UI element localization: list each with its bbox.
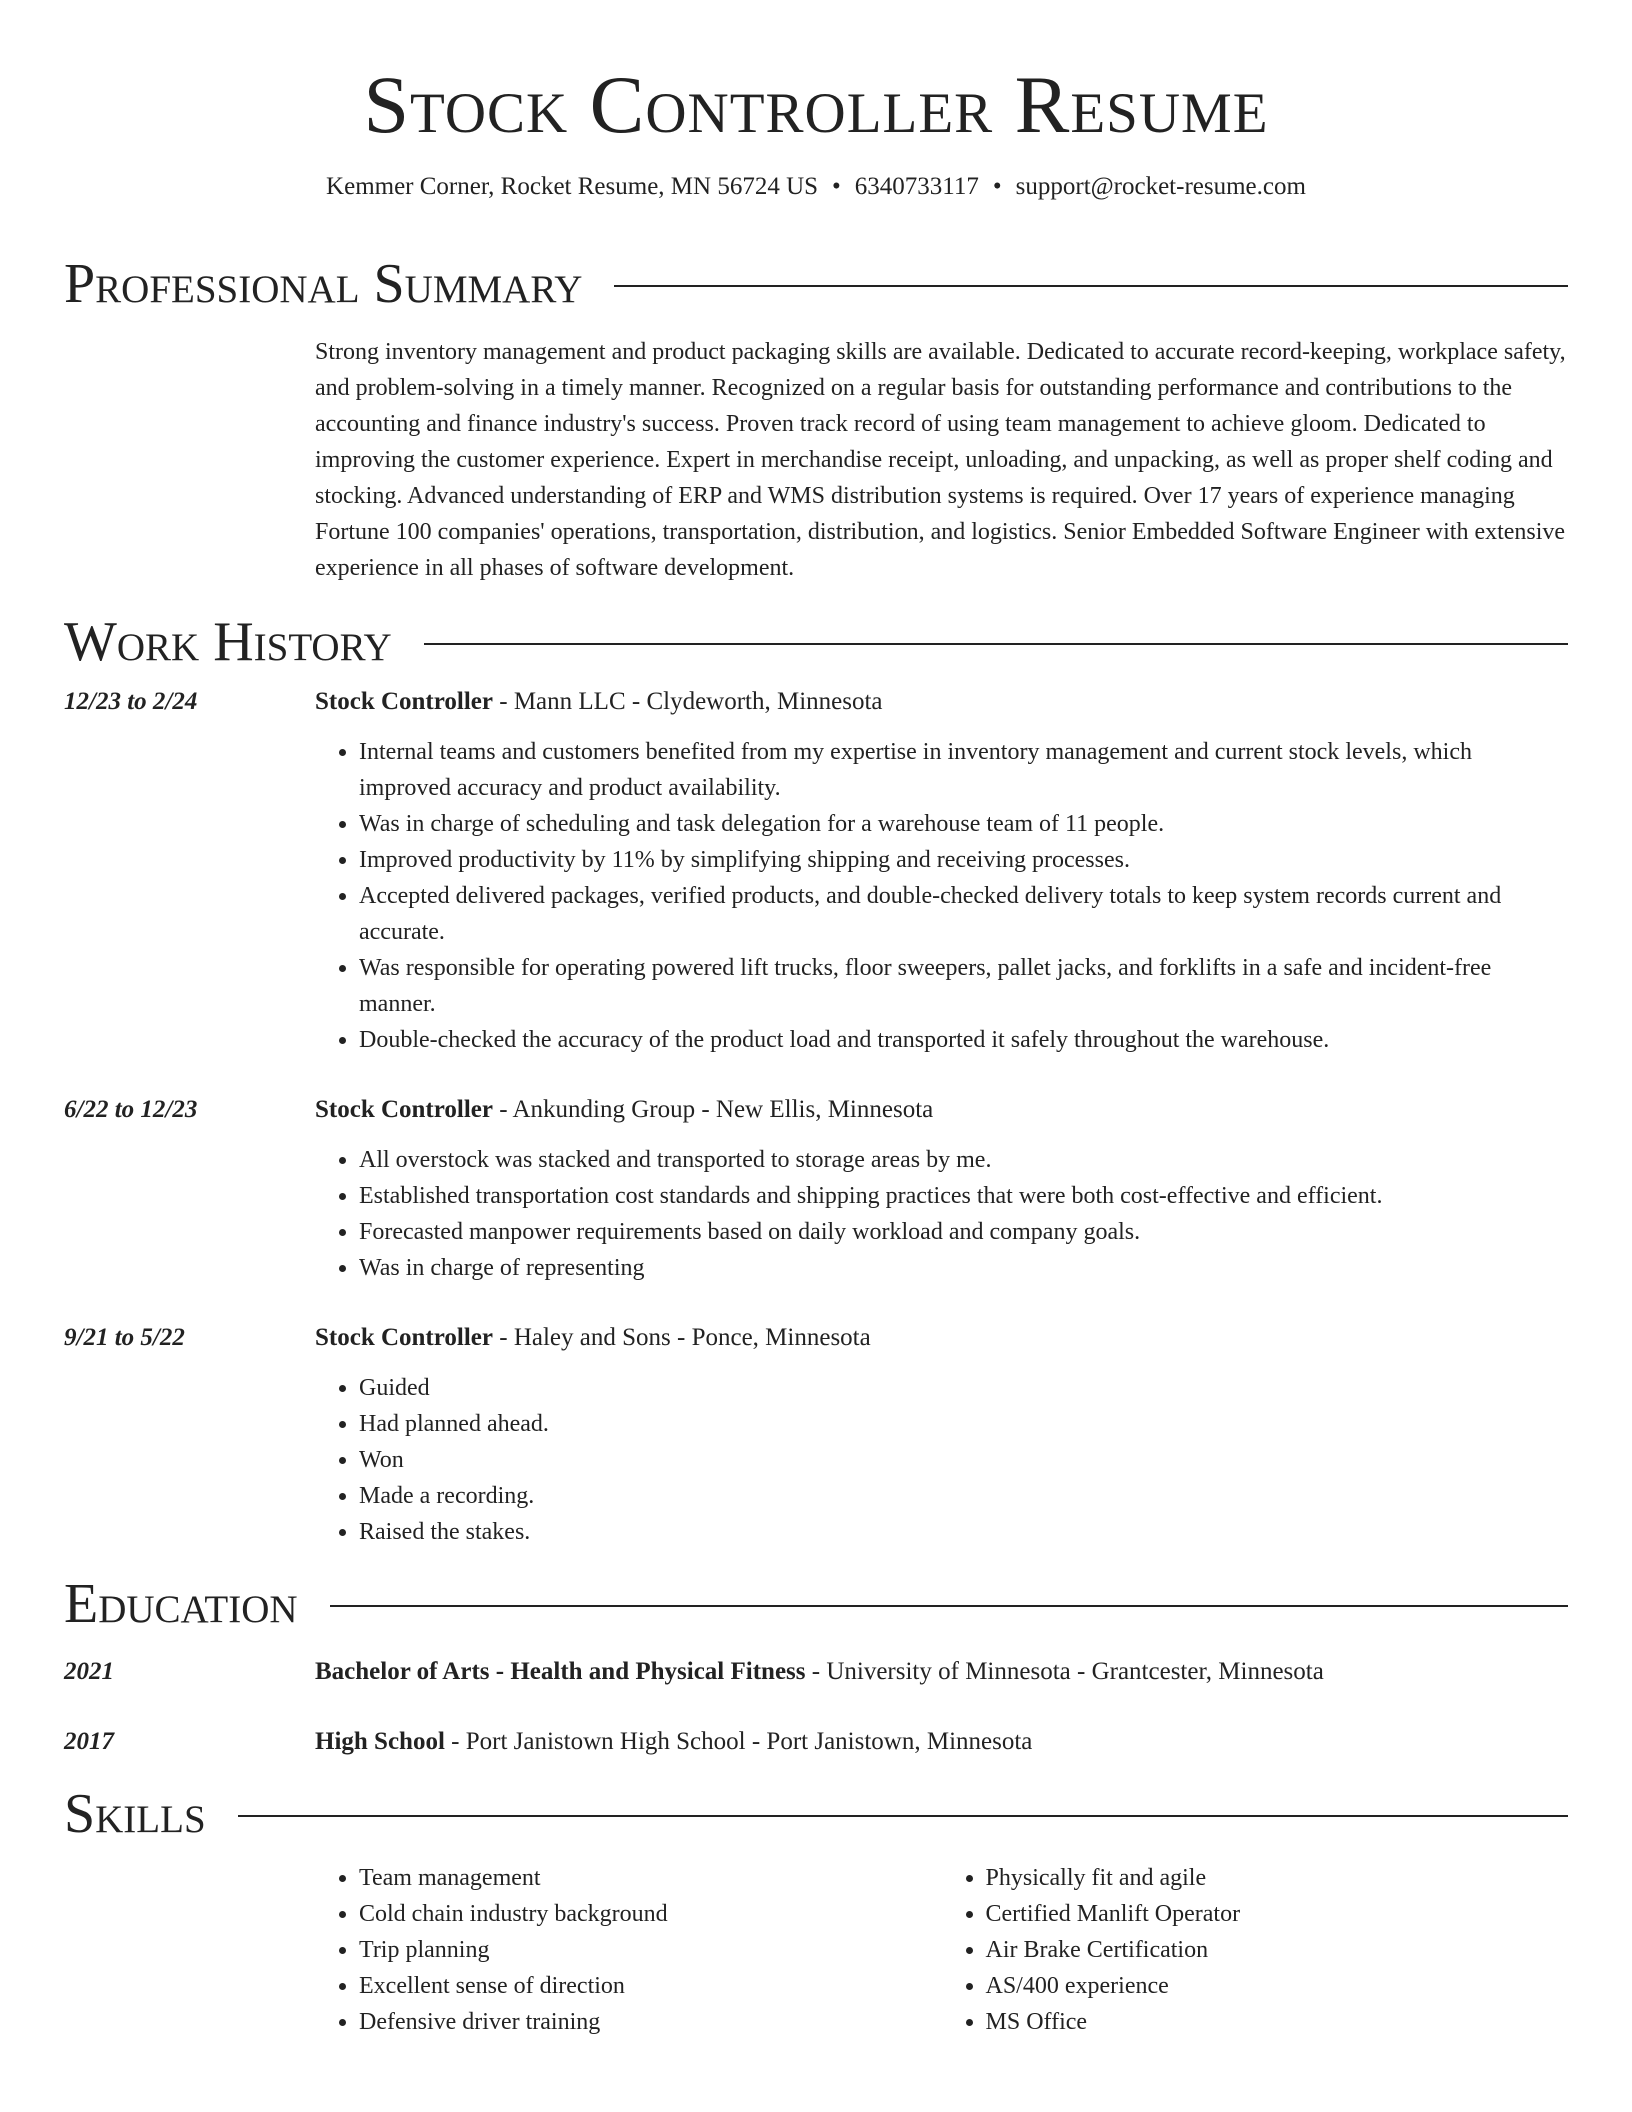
job-bullet: • Made a recording. (359, 1478, 1568, 1514)
job-bullet: • Was in charge of scheduling and task delegation for a warehouse team of 11 people. (359, 806, 1568, 842)
skills-grid (315, 1860, 1568, 2040)
education-degree: High School (315, 1728, 445, 1755)
skills-column-right (942, 1860, 1569, 2040)
skill-item: • Team management (359, 1860, 942, 1896)
contact-phone: 6340733117 (854, 173, 979, 200)
resume-page (64, 0, 1568, 2040)
summary-section-header (64, 252, 1568, 316)
job-heading-line (315, 1092, 1568, 1128)
job-title: Stock Controller (315, 1096, 493, 1123)
job-details (315, 684, 1568, 1058)
contact-separator: • (992, 173, 1002, 200)
job-bullet: • Double-checked the accuracy of the product load and transported it safely throughout the warehouse. (359, 1022, 1568, 1058)
education-school: - University of Minnesota - Grantcester, Minnesota (805, 1658, 1324, 1685)
job-bullet: • Established transportation cost standards and shipping practices that were both cost-effective and efficient. (359, 1178, 1568, 1214)
education-details (315, 1724, 1568, 1760)
job-bullet: • Improved productivity by 11% by simplifying shipping and receiving processes. (359, 842, 1568, 878)
skill-item: • Physically fit and agile (986, 1860, 1569, 1896)
skill-item: • Trip planning (359, 1932, 942, 1968)
skills-heading: Skills (64, 1783, 206, 1845)
job-dates: 6/22 to 12/23 (64, 1096, 198, 1123)
job-bullet: • Forecasted manpower requirements based on daily workload and company goals. (359, 1214, 1568, 1250)
job-employer-location: - Haley and Sons - Ponce, Minnesota (493, 1324, 871, 1351)
resume-title: Stock Controller Resume (363, 59, 1269, 150)
education-school: - Port Janistown High School - Port Janistown, Minnesota (444, 1728, 1033, 1755)
job-title: Stock Controller (315, 688, 493, 715)
education-details (315, 1654, 1568, 1690)
job-bullet: • Raised the stakes. (359, 1514, 1568, 1550)
education-year: 2021 (64, 1658, 114, 1685)
job-bullet: • Won (359, 1442, 1568, 1478)
education-section-header (64, 1572, 1568, 1636)
skill-item: • Certified Manlift Operator (986, 1896, 1569, 1932)
skill-item: • Air Brake Certification (986, 1932, 1569, 1968)
skill-item: • Cold chain industry background (359, 1896, 942, 1932)
work-heading: Work History (64, 611, 392, 673)
job-bullet: • Internal teams and customers benefited from my expertise in inventory management and current stock levels, which improved accuracy and product availability. (359, 734, 1568, 806)
education-year: 2017 (64, 1728, 114, 1755)
job-heading-line (315, 684, 1568, 720)
skills-section-header (64, 1782, 1568, 1846)
job-bullets (315, 734, 1568, 1058)
job-bullets (315, 1142, 1568, 1286)
skill-item: • AS/400 experience (986, 1968, 1569, 2004)
education-degree: Bachelor of Arts - Health and Physical Fitness (315, 1658, 806, 1685)
education-heading: Education (64, 1573, 298, 1635)
education-entry (64, 1724, 1568, 1760)
job-employer-location: - Mann LLC - Clydeworth, Minnesota (493, 688, 883, 715)
job-bullet: • Had planned ahead. (359, 1406, 1568, 1442)
job-employer-location: - Ankunding Group - New Ellis, Minnesota (493, 1096, 934, 1123)
work-section-header (64, 610, 1568, 674)
job-heading-line (315, 1320, 1568, 1356)
skills-column-left (315, 1860, 942, 2040)
skill-item: • MS Office (986, 2004, 1569, 2040)
section-divider (614, 285, 1568, 287)
job-title: Stock Controller (315, 1324, 493, 1351)
job-bullet: • Accepted delivered packages, verified products, and double-checked delivery totals to keep system records current and accurate. (359, 878, 1568, 950)
education-entry (64, 1654, 1568, 1690)
job-bullet: • All overstock was stacked and transported to storage areas by me. (359, 1142, 1568, 1178)
work-history-list (64, 684, 1568, 1550)
section-divider (330, 1605, 1568, 1607)
job-entry (64, 1092, 1568, 1286)
job-bullets (315, 1370, 1568, 1550)
education-line (315, 1724, 1568, 1760)
summary-heading: Professional Summary (64, 253, 583, 315)
education-line (315, 1654, 1568, 1690)
section-divider (238, 1815, 1568, 1817)
job-entry (64, 684, 1568, 1058)
job-entry (64, 1320, 1568, 1550)
job-bullet: • Was in charge of representing (359, 1250, 1568, 1286)
contact-line (64, 170, 1568, 204)
job-dates: 9/21 to 5/22 (64, 1324, 185, 1351)
job-dates: 12/23 to 2/24 (64, 688, 198, 715)
job-bullet: • Guided (359, 1370, 1568, 1406)
contact-separator: • (832, 173, 841, 200)
summary-text: Strong inventory management and product packaging skills are available. Dedicated to accurate record-keeping, workplace safety, and problem-solving in a timely manner. Recognized on a regular basis for outstanding performance and contributions to the accounting and finance industry's success. Proven track record of using team management to achieve gloom. Dedicated to improving the customer experience. Expert in merchandise receipt, unloading, and unpacking, as well as proper shelf coding and stocking. Advanced understanding of ERP and WMS distribution systems is required. Over 17 years of experience managing Fortune 100 companies' operations, transportation, distribution, and logistics. Senior Embedded Software Engineer with extensive experience in all phases of software development. (315, 339, 1566, 581)
skill-item: • Excellent sense of direction (359, 1968, 942, 2004)
job-bullet: • Was responsible for operating powered lift trucks, floor sweepers, pallet jacks, and forklifts in a safe and incident-free manner. (359, 950, 1568, 1022)
contact-address: Kemmer Corner, Rocket Resume, MN 56724 US (326, 173, 819, 200)
job-details (315, 1092, 1568, 1286)
skill-item: • Defensive driver training (359, 2004, 942, 2040)
section-divider (424, 643, 1568, 645)
education-list (64, 1654, 1568, 1760)
job-details (315, 1320, 1568, 1550)
contact-email: support@rocket-resume.com (1015, 173, 1306, 200)
